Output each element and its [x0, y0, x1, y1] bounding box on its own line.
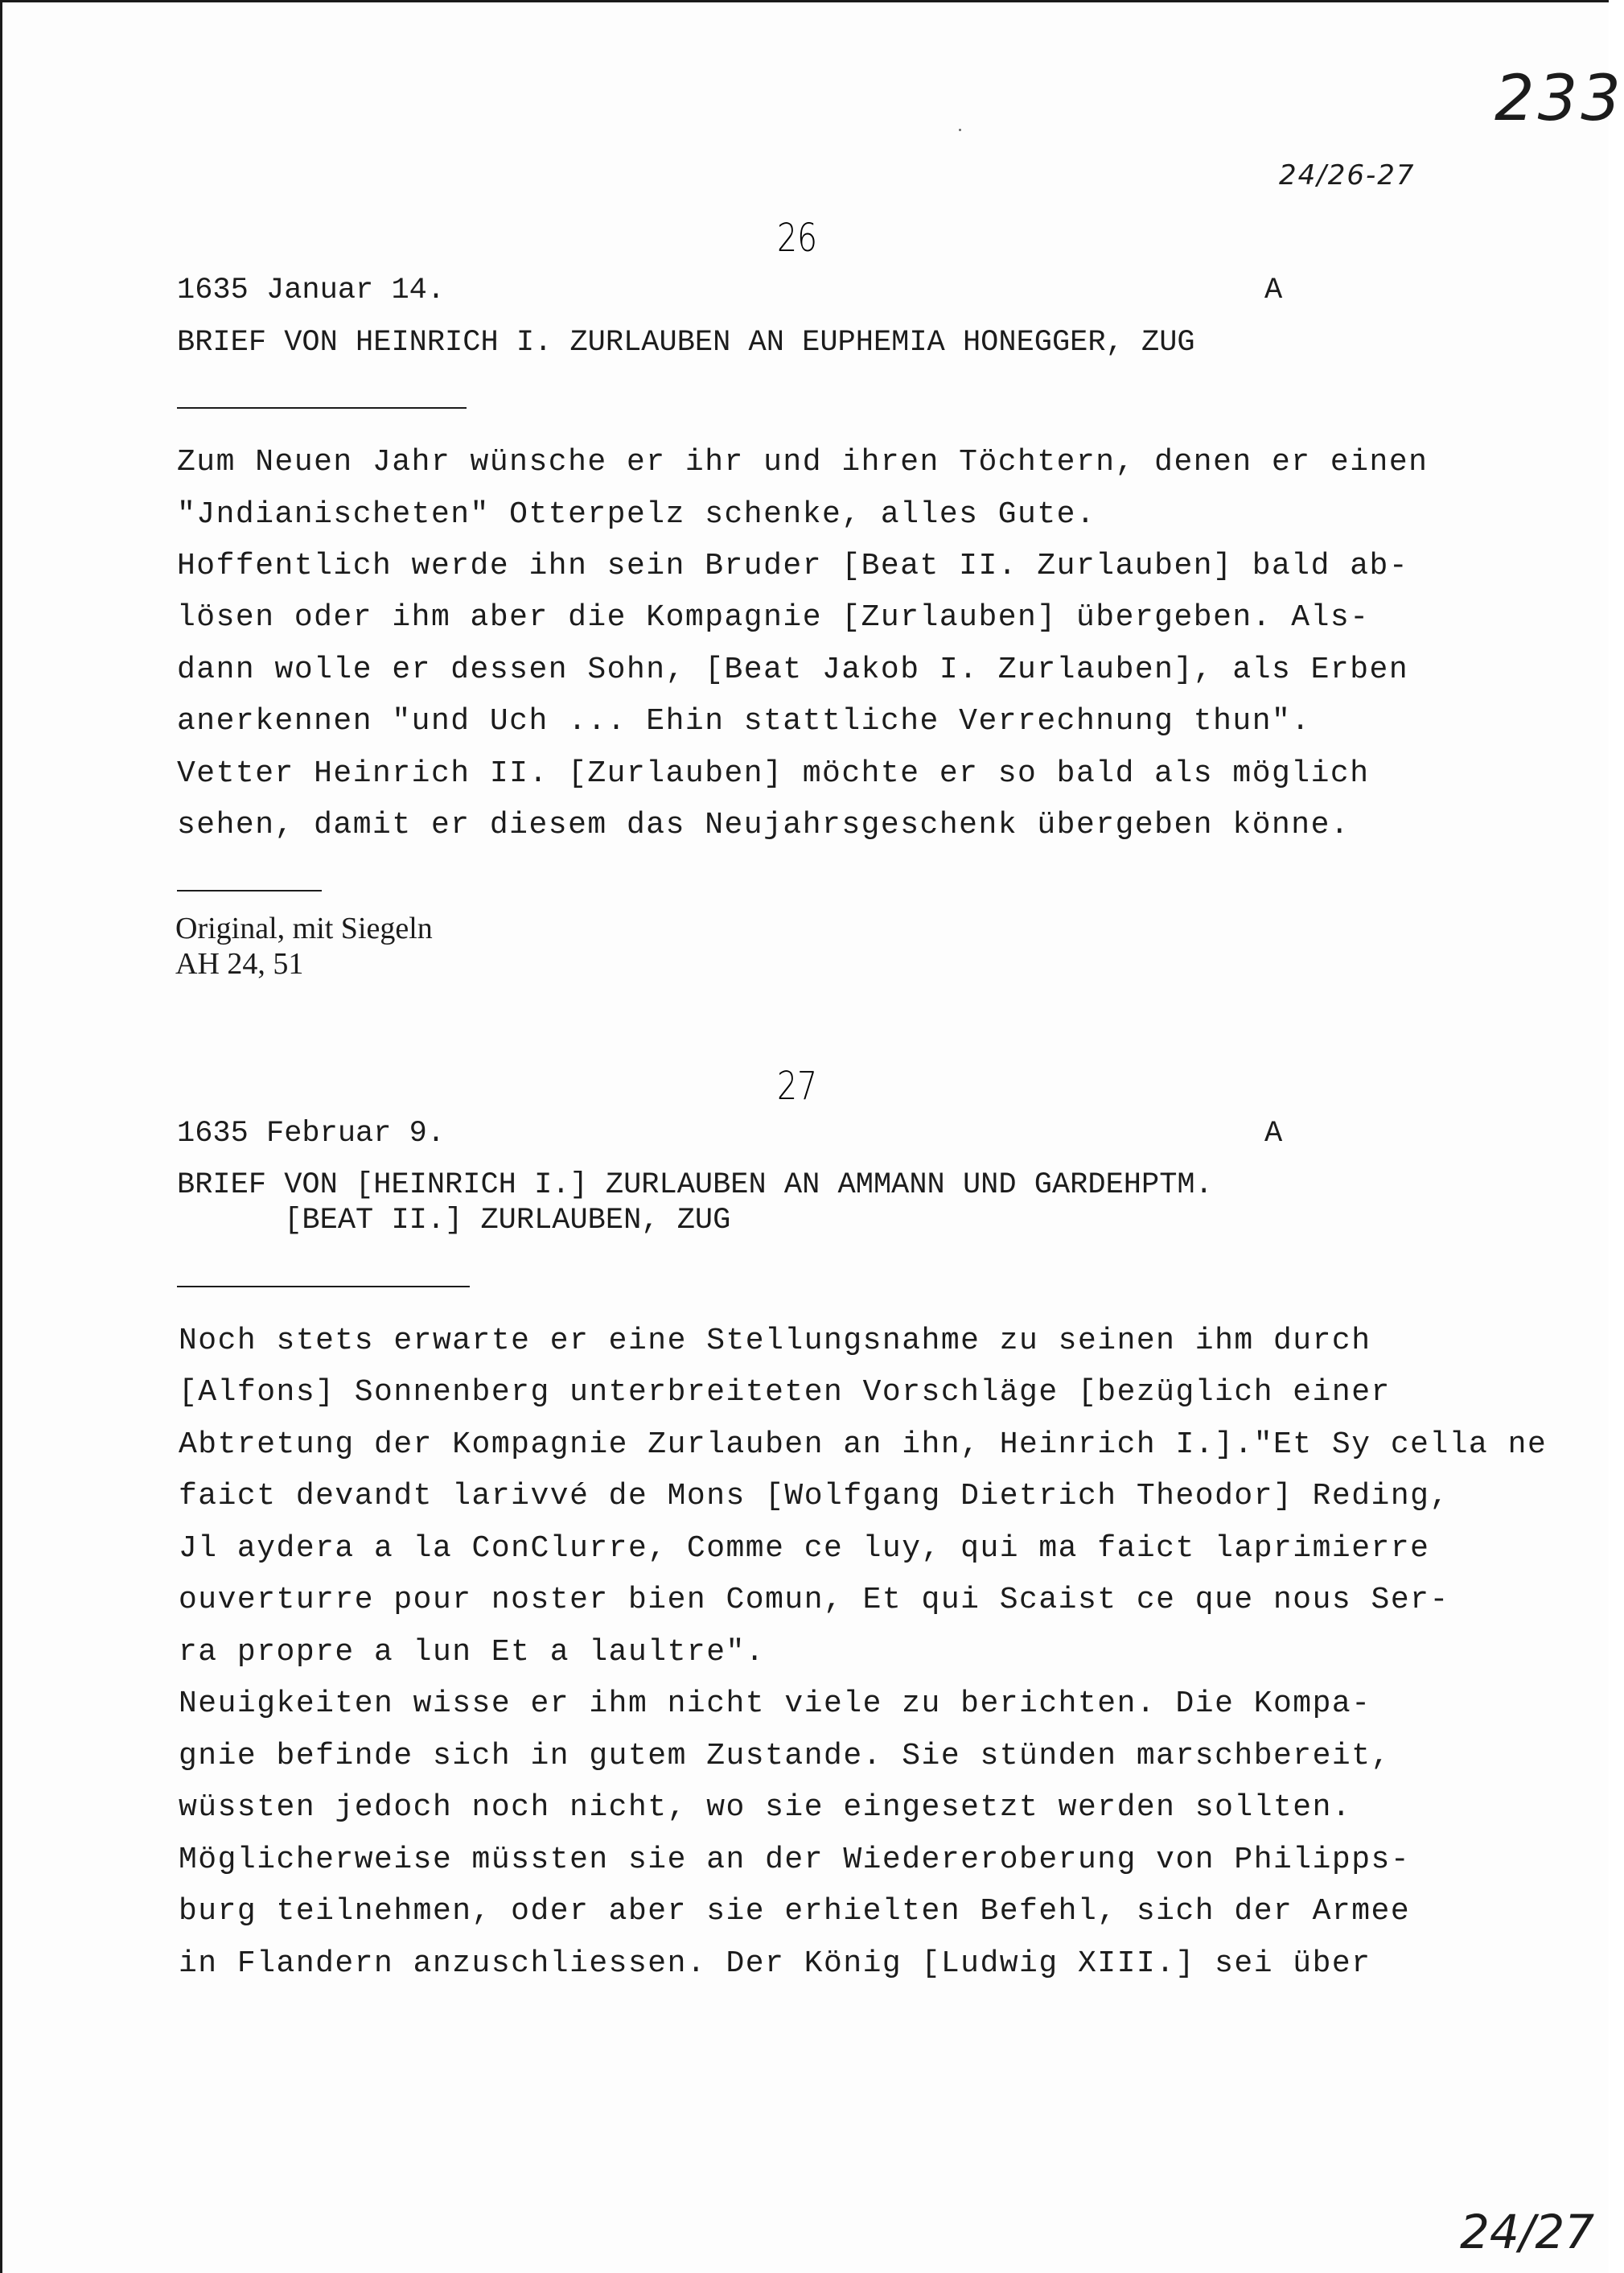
section-divider [177, 407, 467, 409]
entry-date: 1635 Februar 9. [177, 1117, 446, 1151]
entry-date: 1635 Januar 14. [177, 274, 446, 307]
entry-type: A [1264, 274, 1283, 307]
body-line: ra propre a lun Et a laultre". [179, 1635, 766, 1670]
body-line: lösen oder ihm aber die Kompagnie [Zurlauben] übergeben. Als- [177, 600, 1370, 635]
entry-title: BRIEF VON [HEINRICH I.] ZURLAUBEN AN AMMANN UND GARDEHPTM. [177, 1168, 1213, 1202]
entry-title-continued: [BEAT II.] ZURLAUBEN, ZUG [177, 1204, 731, 1237]
archive-signature: 24/26-27 [1279, 159, 1416, 191]
scan-edge-top [0, 0, 1609, 2]
entry-number: 27 [777, 1064, 818, 1109]
body-line: Hoffentlich werde ihn sein Bruder [Beat II. Zurlauben] bald ab- [177, 549, 1409, 583]
body-line: Noch stets erwarte er eine Stellungsnahme zu seinen ihm durch [179, 1324, 1371, 1358]
scan-speck [959, 129, 961, 131]
body-line: Zum Neuen Jahr wünsche er ihr und ihren Töchtern, denen er einen [177, 445, 1429, 480]
source-note: Original, mit Siegeln [175, 912, 433, 945]
body-line: burg teilnehmen, oder aber sie erhielten Befehl, sich der Armee [179, 1894, 1411, 1929]
footer-signature: 24/27 [1460, 2205, 1595, 2259]
body-line: ouverturre pour noster bien Comun, Et qui Scaist ce que nous Ser- [179, 1583, 1449, 1617]
body-line: gnie befinde sich in gutem Zustande. Sie stünden marschbereit, [179, 1739, 1391, 1773]
entry-type: A [1264, 1117, 1283, 1151]
section-divider [177, 890, 322, 891]
page-number: 233 [1494, 63, 1624, 135]
body-line: Neuigkeiten wisse er ihm nicht viele zu berichten. Die Kompa- [179, 1686, 1371, 1721]
body-line: faict devandt larivvé de Mons [Wolfgang Dietrich Theodor] Reding, [179, 1479, 1449, 1513]
body-line: dann wolle er dessen Sohn, [Beat Jakob I. Zurlauben], als Erben [177, 653, 1409, 687]
body-line: sehen, damit er diesem das Neujahrsgeschenk übergeben könne. [177, 808, 1351, 842]
section-divider [177, 1286, 470, 1287]
body-line: in Flandern anzuschliessen. Der König [Ludwig XIII.] sei über [179, 1946, 1371, 1981]
body-line: Jl aydera a la ConClurre, Comme ce luy, qui ma faict laprimierre [179, 1531, 1430, 1566]
scan-edge-left [0, 0, 2, 2273]
body-line: anerkennen "und Uch ... Ehin stattliche Verrechnung thun". [177, 704, 1311, 739]
body-line: wüssten jedoch noch nicht, wo sie eingesetzt werden sollten. [179, 1790, 1352, 1825]
body-line: Möglicherweise müssten sie an der Wiedereroberung von Philipps- [179, 1843, 1411, 1877]
body-line: Vetter Heinrich II. [Zurlauben] möchte er so bald als möglich [177, 756, 1370, 791]
body-line: [Alfons] Sonnenberg unterbreiteten Vorschläge [bezüglich einer [179, 1375, 1391, 1410]
entry-title: BRIEF VON HEINRICH I. ZURLAUBEN AN EUPHEMIA HONEGGER, ZUG [177, 326, 1195, 360]
body-line: "Jndianischeten" Otterpelz schenke, alles Gute. [177, 497, 1096, 532]
entry-number: 26 [777, 216, 818, 261]
source-reference: AH 24, 51 [175, 947, 304, 981]
body-line: Abtretung der Kompagnie Zurlauben an ihn, Heinrich I.]."Et Sy cella ne [179, 1427, 1548, 1462]
